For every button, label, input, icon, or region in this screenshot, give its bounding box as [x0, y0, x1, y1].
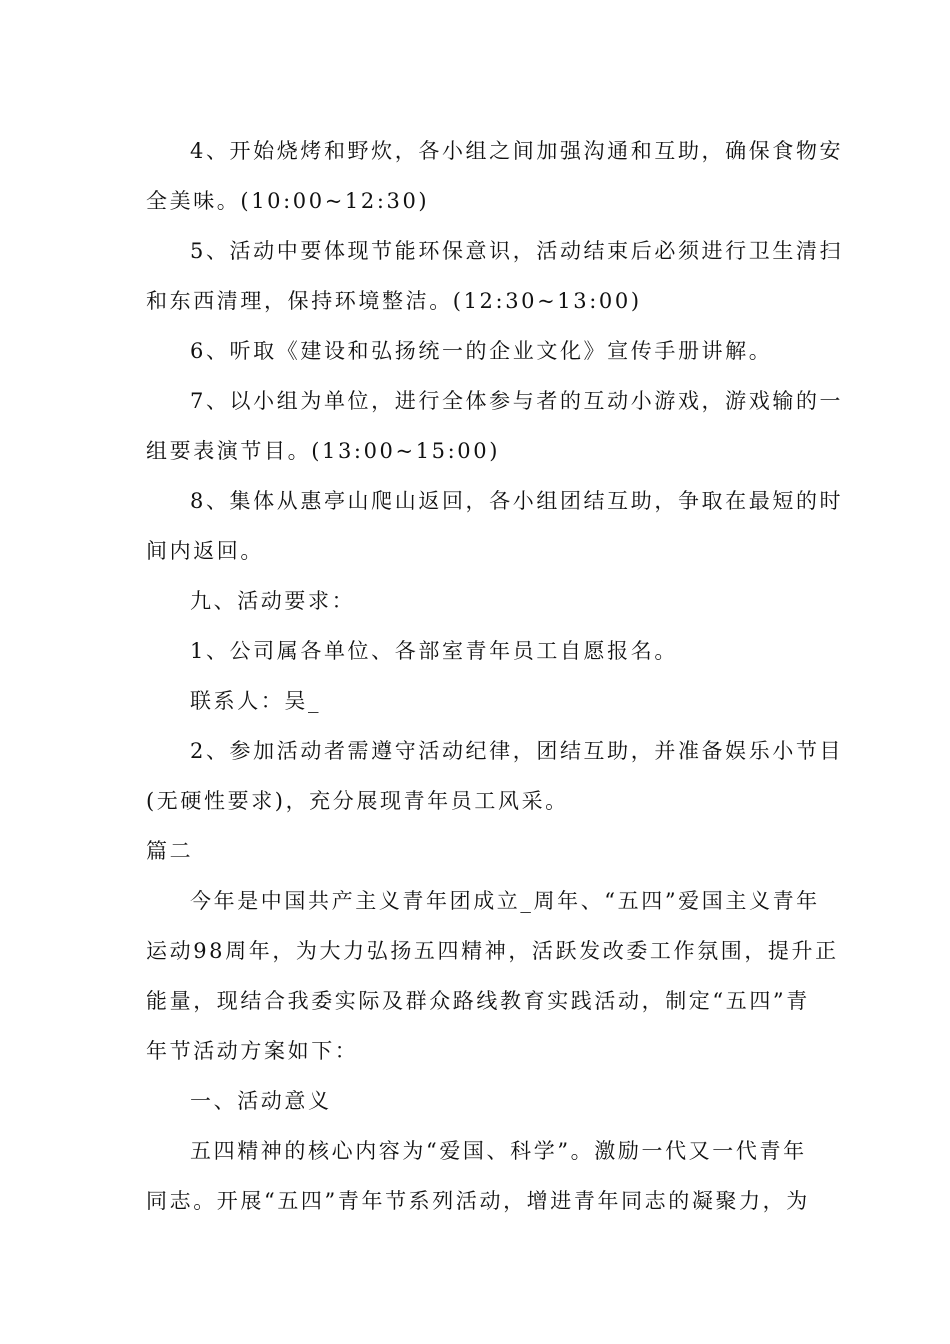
part-heading: 篇二: [146, 839, 194, 863]
text-line: (无硬性要求)，充分展现青年员工风采。: [146, 789, 569, 813]
text-line: 能量，现结合我委实际及群众路线教育实践活动，制定“五四”青: [146, 989, 810, 1013]
text-line: 运动98周年，为大力弘扬五四精神，活跃发改委工作氛围，提升正: [146, 939, 839, 963]
text-line: 7、以小组为单位，进行全体参与者的互动小游戏，游戏输的一: [190, 389, 844, 413]
text-line: 联系人：吴_: [190, 689, 322, 713]
text-line: 间内返回。: [146, 539, 264, 563]
text-line: 和东西清理，保持环境整洁。(12:30~13:00): [146, 289, 642, 313]
text-line: 8、集体从惠亭山爬山返回，各小组团结互助，争取在最短的时: [190, 489, 844, 513]
text-line: 五四精神的核心内容为“爱国、科学”。激励一代又一代青年: [190, 1139, 807, 1163]
text-line: 5、活动中要体现节能环保意识，活动结束后必须进行卫生清扫: [190, 239, 844, 263]
text-line: 2、参加活动者需遵守活动纪律，团结互助，并准备娱乐小节目: [190, 739, 844, 763]
text-line: 年节活动方案如下：: [146, 1039, 359, 1063]
text-line: 全美味。(10:00~12:30): [146, 189, 430, 213]
text-line: 6、听取《建设和弘扬统一的企业文化》宣传手册讲解。: [190, 339, 773, 363]
section-heading: 九、活动要求：: [190, 589, 356, 613]
text-line: 4、开始烧烤和野炊，各小组之间加强沟通和互助，确保食物安: [190, 139, 844, 163]
text-line: 同志。开展“五四”青年节系列活动，增进青年同志的凝聚力，为: [146, 1189, 810, 1213]
text-line: 今年是中国共产主义青年团成立_周年、“五四”爱国主义青年: [190, 889, 820, 913]
text-line: 1、公司属各单位、各部室青年员工自愿报名。: [190, 639, 678, 663]
section-heading: 一、活动意义: [190, 1089, 332, 1113]
text-line: 组要表演节目。(13:00~15:00): [146, 439, 501, 463]
